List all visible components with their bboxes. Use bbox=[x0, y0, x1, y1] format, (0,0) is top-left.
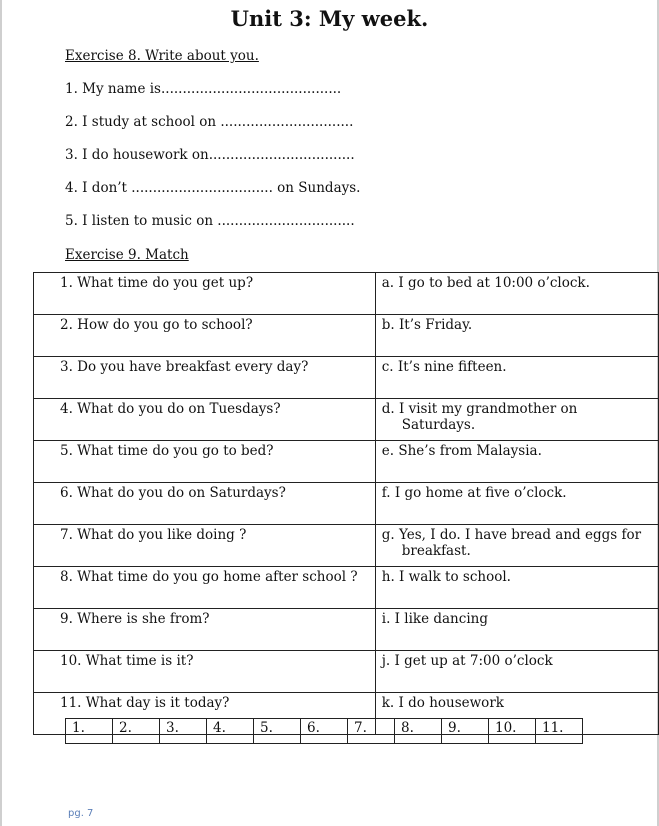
exercise-8-line-2: 2. I study at school on ............................... bbox=[65, 114, 354, 130]
answer-box[interactable]: 3. bbox=[160, 719, 207, 744]
question-cell: 10. What time is it? bbox=[34, 651, 376, 693]
answer-text: g. Yes, I do. I have bread and eggs for breakfast. bbox=[381, 527, 642, 559]
match-row bbox=[34, 273, 659, 315]
question-cell: 11. What day is it today? bbox=[34, 693, 376, 735]
answer-text: e. She’s from Malaysia. bbox=[381, 443, 542, 459]
answer-text: h. I walk to school. bbox=[381, 569, 511, 585]
answer-box[interactable]: 10. bbox=[489, 719, 536, 744]
match-row bbox=[34, 483, 659, 525]
answer-box[interactable]: 5. bbox=[254, 719, 301, 744]
answer-grid-row bbox=[66, 719, 583, 744]
answer-cell bbox=[375, 357, 658, 399]
answer-text: c. It’s nine fifteen. bbox=[381, 359, 507, 375]
match-row bbox=[34, 441, 659, 483]
answer-text: a. I go to bed at 10:00 o’clock. bbox=[381, 275, 590, 291]
answer-box[interactable]: 4. bbox=[207, 719, 254, 744]
answer-cell bbox=[375, 651, 658, 693]
exercise-8-line-1: 1. My name is.......................................... bbox=[65, 81, 342, 97]
question-cell: 9. Where is she from? bbox=[34, 609, 376, 651]
answer-text: b. It’s Friday. bbox=[381, 317, 473, 333]
answer-cell bbox=[375, 525, 658, 567]
answer-cell bbox=[375, 483, 658, 525]
answer-cell bbox=[375, 273, 658, 315]
answer-box[interactable]: 8. bbox=[395, 719, 442, 744]
answer-text: f. I go home at five o’clock. bbox=[381, 485, 567, 501]
exercise-8-line-3: 3. I do housework on.................................. bbox=[65, 147, 355, 163]
question-cell: 1. What time do you get up? bbox=[34, 273, 376, 315]
question-cell: 6. What do you do on Saturdays? bbox=[34, 483, 376, 525]
match-row bbox=[34, 357, 659, 399]
answer-cell bbox=[375, 315, 658, 357]
answer-text: d. I visit my grandmother on Saturdays. bbox=[381, 401, 578, 433]
page-left-edge bbox=[0, 0, 2, 826]
question-cell: 4. What do you do on Tuesdays? bbox=[34, 399, 376, 441]
answer-box[interactable]: 2. bbox=[113, 719, 160, 744]
question-cell: 2. How do you go to school? bbox=[34, 315, 376, 357]
exercise-9-heading: Exercise 9. Match bbox=[65, 247, 189, 263]
answer-cell bbox=[375, 567, 658, 609]
answer-cell bbox=[375, 399, 658, 441]
match-row bbox=[34, 609, 659, 651]
match-row bbox=[34, 315, 659, 357]
question-cell: 5. What time do you go to bed? bbox=[34, 441, 376, 483]
question-cell: 3. Do you have breakfast every day? bbox=[34, 357, 376, 399]
match-row bbox=[34, 567, 659, 609]
question-cell: 7. What do you like doing ? bbox=[34, 525, 376, 567]
answer-box[interactable]: 6. bbox=[301, 719, 348, 744]
page-title: Unit 3: My week. bbox=[230, 6, 429, 31]
answer-box[interactable]: 9. bbox=[442, 719, 489, 744]
match-row bbox=[34, 399, 659, 441]
answer-box[interactable]: 1. bbox=[66, 719, 113, 744]
answer-box[interactable]: 11. bbox=[536, 719, 583, 744]
match-row bbox=[34, 525, 659, 567]
match-row bbox=[34, 651, 659, 693]
answer-text: i. I like dancing bbox=[381, 611, 488, 627]
answer-grid bbox=[65, 718, 583, 744]
answer-text: j. I get up at 7:00 o’clock bbox=[381, 653, 553, 669]
answer-text: k. I do housework bbox=[381, 695, 504, 711]
page-number: pg. 7 bbox=[68, 808, 94, 819]
exercise-8-line-4: 4. I don’t ................................. on Sundays. bbox=[65, 180, 361, 196]
answer-box[interactable]: 7. bbox=[348, 719, 395, 744]
answer-cell bbox=[375, 441, 658, 483]
exercise-8-line-5: 5. I listen to music on ................................ bbox=[65, 213, 355, 229]
match-table bbox=[33, 272, 659, 735]
question-cell: 8. What time do you go home after school ? bbox=[34, 567, 376, 609]
answer-cell bbox=[375, 609, 658, 651]
exercise-8-heading: Exercise 8. Write about you. bbox=[65, 48, 259, 64]
